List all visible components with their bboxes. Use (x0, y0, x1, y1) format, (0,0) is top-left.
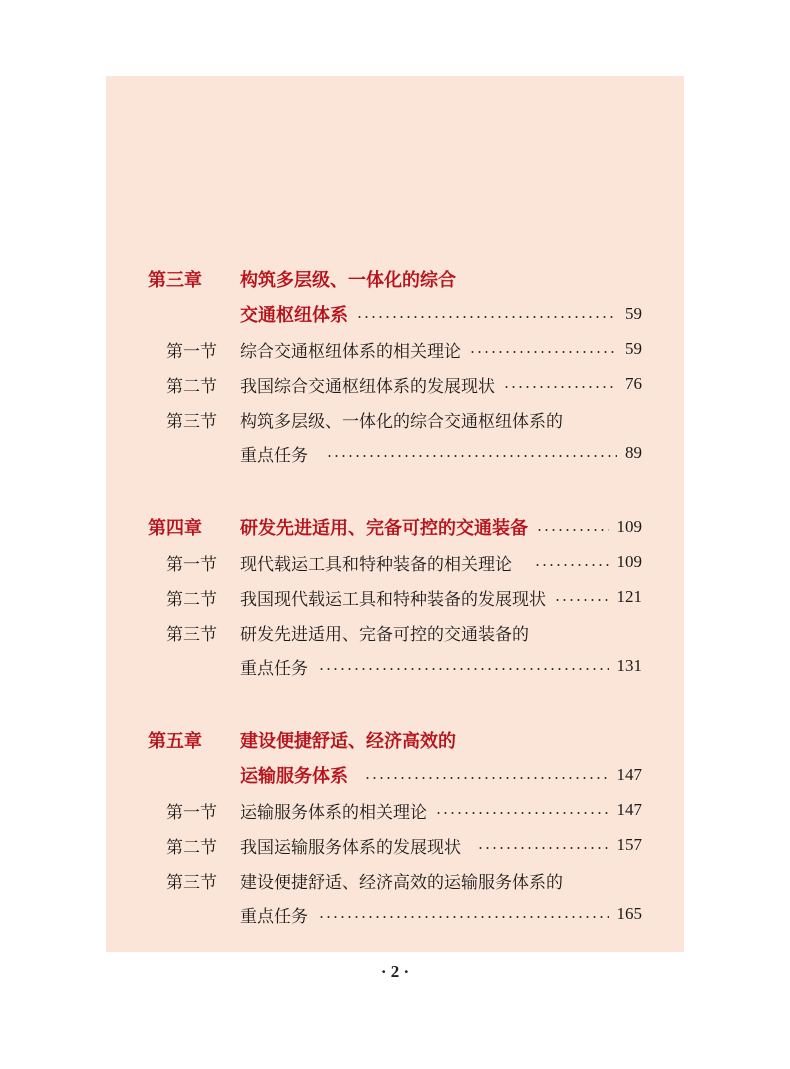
section-number: 第二节 (166, 837, 217, 858)
dot-leader (364, 777, 609, 779)
dot-leader (534, 564, 609, 566)
page-ref: 165 (616, 904, 642, 923)
section-5-2[interactable] (166, 830, 642, 860)
section-5-3-line2[interactable] (240, 899, 642, 929)
section-4-3-line2[interactable] (240, 651, 642, 681)
chapter-4-heading[interactable] (148, 512, 642, 542)
table-of-contents (106, 76, 684, 952)
page-ref: 131 (616, 656, 642, 675)
chapter-title: 运输服务体系 (240, 766, 348, 787)
section-3-2[interactable] (166, 369, 642, 399)
dot-leader (536, 529, 609, 531)
chapter-title: 交通枢纽体系 (240, 305, 348, 326)
section-title: 研发先进适用、完备可控的交通装备的 (240, 624, 529, 645)
section-number: 第三节 (166, 624, 217, 645)
dot-leader (469, 351, 617, 353)
section-3-3-line2[interactable] (240, 438, 642, 468)
page-ref: 157 (616, 835, 642, 854)
dot-leader (435, 812, 609, 814)
section-number: 第一节 (166, 341, 217, 362)
page-number: · 2 · (380, 962, 410, 981)
page-ref: 109 (616, 517, 642, 536)
section-title: 重点任务 (240, 445, 308, 466)
chapter-title: 建设便捷舒适、经济高效的 (240, 731, 456, 752)
chapter-title: 研发先进适用、完备可控的交通装备 (240, 518, 528, 539)
section-4-2[interactable] (166, 582, 642, 612)
page-ref: 59 (625, 304, 642, 323)
section-number: 第二节 (166, 589, 217, 610)
section-title: 综合交通枢纽体系的相关理论 (240, 341, 461, 362)
section-title: 重点任务 (240, 906, 308, 927)
page-ref: 121 (616, 587, 642, 606)
dot-leader (318, 916, 609, 918)
section-number: 第三节 (166, 411, 217, 432)
section-title: 我国现代载运工具和特种装备的发展现状 (240, 589, 546, 610)
chapter-number: 第四章 (148, 518, 202, 539)
page-ref: 147 (616, 800, 642, 819)
section-5-1[interactable] (166, 795, 642, 825)
toc-panel (106, 76, 684, 952)
page-ref: 76 (625, 374, 642, 393)
dot-leader (356, 316, 617, 318)
section-title: 构筑多层级、一体化的综合交通枢纽体系的 (240, 411, 563, 432)
section-number: 第二节 (166, 376, 217, 397)
chapter-5-heading (148, 725, 456, 755)
section-title: 运输服务体系的相关理论 (240, 802, 427, 823)
page-ref: 147 (616, 765, 642, 784)
chapter-3-heading-line2[interactable] (240, 299, 642, 329)
dot-leader (326, 455, 617, 457)
page-ref: 109 (616, 552, 642, 571)
chapter-number: 第五章 (148, 731, 202, 752)
dot-leader (503, 386, 617, 388)
section-3-3[interactable] (166, 404, 642, 434)
section-title: 我国综合交通枢纽体系的发展现状 (240, 376, 495, 397)
page-ref: 59 (625, 339, 642, 358)
chapter-3-heading (148, 264, 456, 294)
section-title: 现代载运工具和特种装备的相关理论 (240, 554, 512, 575)
section-3-1[interactable] (166, 334, 642, 364)
chapter-title: 构筑多层级、一体化的综合 (240, 270, 456, 291)
section-number: 第三节 (166, 872, 217, 893)
section-title: 我国运输服务体系的发展现状 (240, 837, 461, 858)
section-4-3[interactable] (166, 617, 642, 647)
section-title: 建设便捷舒适、经济高效的运输服务体系的 (240, 872, 563, 893)
section-number: 第一节 (166, 554, 217, 575)
chapter-5-heading-line2[interactable] (240, 760, 642, 790)
section-4-1[interactable] (166, 547, 642, 577)
section-title: 重点任务 (240, 658, 308, 679)
dot-leader (318, 668, 609, 670)
section-5-3[interactable] (166, 865, 642, 895)
chapter-number: 第三章 (148, 270, 202, 291)
page-ref: 89 (625, 443, 642, 462)
dot-leader (477, 847, 609, 849)
section-number: 第一节 (166, 802, 217, 823)
dot-leader (554, 599, 609, 601)
